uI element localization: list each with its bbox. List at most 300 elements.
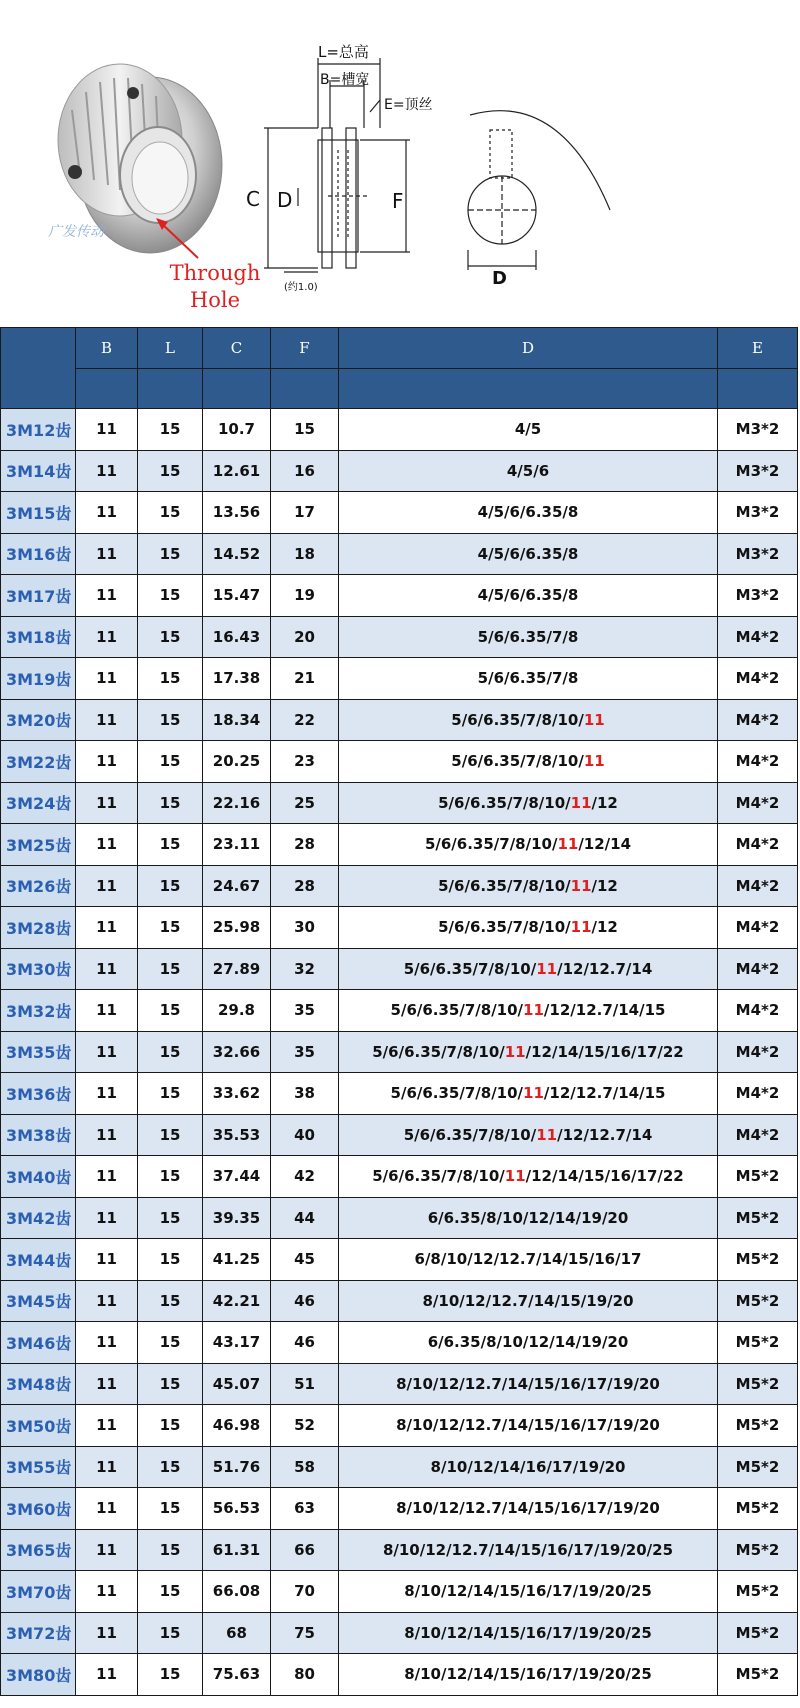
cell-model: 3M20齿 [1,699,76,741]
cell-e: M4*2 [718,1073,798,1115]
bore-highlight: 11 [557,835,579,854]
bore-segment: 8/10/12/12.7/14/15/16/17/19/20/25 [382,1540,674,1559]
cell-d [339,1446,718,1488]
header-D: D [339,328,718,369]
cell-b: 11 [76,1114,138,1156]
cell-model: 3M24齿 [1,782,76,824]
cell-l: 15 [138,575,203,617]
cell-c: 20.25 [203,741,271,783]
cell-model: 3M22齿 [1,741,76,783]
table-row [1,1446,798,1488]
label-C: C [246,187,260,211]
cell-l: 15 [138,1446,203,1488]
bore-segment: 5/6/6.35/7/8/10/ [451,710,584,729]
cell-b: 11 [76,616,138,658]
cell-e: M5*2 [718,1197,798,1239]
cell-f: 44 [271,1197,339,1239]
cell-f: 58 [271,1446,339,1488]
cell-b: 11 [76,533,138,575]
table-row [1,1612,798,1654]
cell-d [339,616,718,658]
cell-b: 11 [76,1488,138,1530]
cell-f: 18 [271,533,339,575]
cell-e: M4*2 [718,1114,798,1156]
cell-c: 12.61 [203,450,271,492]
cell-model: 3M26齿 [1,865,76,907]
cell-f: 51 [271,1363,339,1405]
bore-highlight: 11 [583,710,605,729]
bore-segment: /12/12.7/14/15 [543,1001,666,1020]
table-row [1,782,798,824]
bore-segment: /12/14 [578,835,632,854]
bore-segment: 4/5/6 [506,461,550,480]
cell-model: 3M44齿 [1,1239,76,1281]
bore-segment: 5/6/6.35/7/8 [477,669,579,688]
label-F: F [392,189,404,213]
cell-b: 11 [76,1197,138,1239]
cell-d [339,741,718,783]
cell-f: 23 [271,741,339,783]
cell-c: 46.98 [203,1405,271,1447]
cell-l: 15 [138,948,203,990]
cell-b: 11 [76,907,138,949]
cell-d [339,1529,718,1571]
bore-segment: 5/6/6.35/7/8/10/ [424,835,558,854]
cell-e: M4*2 [718,782,798,824]
cell-d [339,824,718,866]
table-row [1,699,798,741]
cell-b: 11 [76,1405,138,1447]
cell-d [339,1156,718,1198]
cell-c: 45.07 [203,1363,271,1405]
cell-e: M5*2 [718,1446,798,1488]
cell-b: 11 [76,1156,138,1198]
cell-f: 16 [271,450,339,492]
table-row [1,1073,798,1115]
cell-d [339,1322,718,1364]
bore-segment: /12 [591,918,618,937]
cell-l: 15 [138,741,203,783]
header-row [1,328,798,369]
cell-model: 3M36齿 [1,1073,76,1115]
cell-l: 15 [138,450,203,492]
bore-segment: 8/10/12/12.7/14/15/16/17/19/20 [396,1374,660,1393]
cell-b: 11 [76,450,138,492]
cell-f: 20 [271,616,339,658]
cell-c: 22.16 [203,782,271,824]
cell-model: 3M46齿 [1,1322,76,1364]
cell-b: 11 [76,990,138,1032]
bore-highlight: 11 [504,1042,526,1061]
cell-model: 3M30齿 [1,948,76,990]
cell-d [339,575,718,617]
table-row [1,1239,798,1281]
table-row [1,741,798,783]
header-sub-cell [138,369,203,409]
spec-table-container [0,327,800,1708]
cell-e: M4*2 [718,741,798,783]
cell-f: 25 [271,782,339,824]
cell-d [339,1571,718,1613]
bore-segment: 5/6/6.35/7/8/10/ [390,1084,524,1103]
cell-f: 28 [271,865,339,907]
cell-c: 15.47 [203,575,271,617]
bore-segment: 5/6/6.35/7/8/10/ [372,1042,505,1061]
header-sub-cell [76,369,138,409]
cell-c: 56.53 [203,1488,271,1530]
table-row [1,1114,798,1156]
table-row [1,1654,798,1696]
bore-segment: 8/10/12/12.7/14/15/19/20 [422,1291,634,1310]
cell-l: 15 [138,824,203,866]
cell-b: 11 [76,1654,138,1696]
through-hole-caption [160,260,270,314]
cell-l: 15 [138,699,203,741]
cell-b: 11 [76,948,138,990]
header-sub-cell [718,369,798,409]
table-row [1,1488,798,1530]
cell-c: 23.11 [203,824,271,866]
cell-model: 3M15齿 [1,492,76,534]
table-row [1,824,798,866]
cell-b: 11 [76,1073,138,1115]
table-row [1,575,798,617]
cell-l: 15 [138,1529,203,1571]
cell-b: 11 [76,1280,138,1322]
cell-d [339,1612,718,1654]
cell-model: 3M60齿 [1,1488,76,1530]
cell-b: 11 [76,1239,138,1281]
table-row [1,907,798,949]
cell-c: 16.43 [203,616,271,658]
cell-l: 15 [138,1073,203,1115]
cell-e: M4*2 [718,948,798,990]
table-row [1,1322,798,1364]
label-L: L=总高 [318,43,369,61]
cell-e: M4*2 [718,990,798,1032]
cell-c: 32.66 [203,1031,271,1073]
cell-c: 24.67 [203,865,271,907]
cell-f: 46 [271,1322,339,1364]
bore-segment: 5/6/6.35/7/8/10/ [390,1001,524,1020]
cell-c: 43.17 [203,1322,271,1364]
cell-l: 15 [138,1156,203,1198]
cell-l: 15 [138,1654,203,1696]
cell-model: 3M14齿 [1,450,76,492]
cell-d [339,1405,718,1447]
bore-highlight: 11 [523,1001,544,1020]
bore-highlight: 11 [504,1167,526,1186]
cell-f: 66 [271,1529,339,1571]
cell-f: 32 [271,948,339,990]
cell-f: 30 [271,907,339,949]
cell-d [339,1654,718,1696]
cell-e: M5*2 [718,1488,798,1530]
cell-d [339,450,718,492]
cell-c: 13.56 [203,492,271,534]
header-sub-cell [339,369,718,409]
cell-d [339,1488,718,1530]
cell-l: 15 [138,1488,203,1530]
cell-e: M5*2 [718,1654,798,1696]
cell-c: 39.35 [203,1197,271,1239]
cell-l: 15 [138,492,203,534]
cell-e: M3*2 [718,492,798,534]
cell-d [339,990,718,1032]
bore-segment: 5/6/6.35/7/8/10/ [403,959,537,978]
cell-l: 15 [138,907,203,949]
table-row [1,450,798,492]
cell-b: 11 [76,409,138,451]
cell-c: 66.08 [203,1571,271,1613]
cell-f: 80 [271,1654,339,1696]
cell-l: 15 [138,990,203,1032]
cell-e: M4*2 [718,1031,798,1073]
cell-model: 3M32齿 [1,990,76,1032]
cell-f: 70 [271,1571,339,1613]
bore-segment: /12/14/15/16/17/22 [525,1042,684,1061]
cell-model: 3M38齿 [1,1114,76,1156]
caption-line-1: Through [169,261,261,285]
cell-model: 3M65齿 [1,1529,76,1571]
cell-model: 3M19齿 [1,658,76,700]
spec-table-body [1,409,798,1696]
cell-b: 11 [76,1446,138,1488]
cell-d [339,1239,718,1281]
cell-e: M3*2 [718,450,798,492]
table-row [1,533,798,575]
cell-b: 11 [76,782,138,824]
spec-table [0,327,798,1696]
cell-e: M5*2 [718,1363,798,1405]
cell-e: M4*2 [718,907,798,949]
cell-e: M5*2 [718,1612,798,1654]
cell-model: 3M55齿 [1,1446,76,1488]
cell-model: 3M50齿 [1,1405,76,1447]
cell-c: 18.34 [203,699,271,741]
cell-f: 46 [271,1280,339,1322]
cell-l: 15 [138,1571,203,1613]
bore-segment: 8/10/12/14/15/16/17/19/20/25 [404,1582,652,1601]
table-row [1,1571,798,1613]
cell-model: 3M70齿 [1,1571,76,1613]
cell-model: 3M12齿 [1,409,76,451]
cell-model: 3M28齿 [1,907,76,949]
cell-f: 19 [271,575,339,617]
cell-c: 51.76 [203,1446,271,1488]
cell-b: 11 [76,699,138,741]
table-row [1,409,798,451]
header-E: E [718,328,798,369]
table-row [1,948,798,990]
watermark-logo: 广发传动 [48,224,104,240]
cell-l: 15 [138,1031,203,1073]
cell-e: M4*2 [718,865,798,907]
bore-highlight: 11 [523,1084,544,1103]
table-row [1,616,798,658]
bore-segment: 8/10/12/14/15/16/17/19/20/25 [404,1665,652,1684]
header-model [1,328,76,409]
bore-segment: /12 [591,876,618,895]
cell-model: 3M48齿 [1,1363,76,1405]
cell-b: 11 [76,658,138,700]
cell-d [339,1031,718,1073]
cell-f: 21 [271,658,339,700]
cell-f: 35 [271,990,339,1032]
bore-segment: 5/6/6.35/7/8 [477,627,579,646]
header-F: F [271,328,339,369]
cell-e: M5*2 [718,1322,798,1364]
cell-b: 11 [76,1322,138,1364]
cell-d [339,492,718,534]
cell-e: M5*2 [718,1405,798,1447]
bore-segment: 8/10/12/12.7/14/15/16/17/19/20 [396,1499,660,1518]
cell-b: 11 [76,575,138,617]
cell-l: 15 [138,1363,203,1405]
cell-f: 17 [271,492,339,534]
cell-e: M5*2 [718,1239,798,1281]
cell-f: 42 [271,1156,339,1198]
bore-segment: 8/10/12/12.7/14/15/16/17/19/20 [396,1416,660,1435]
label-B: B=槽宽 [320,72,370,88]
cell-f: 40 [271,1114,339,1156]
cell-f: 28 [271,824,339,866]
cell-b: 11 [76,1363,138,1405]
cell-b: 11 [76,865,138,907]
cell-f: 38 [271,1073,339,1115]
cell-c: 33.62 [203,1073,271,1115]
cell-l: 15 [138,1612,203,1654]
bore-highlight: 11 [536,959,558,978]
table-row [1,658,798,700]
cell-model: 3M42齿 [1,1197,76,1239]
table-row [1,865,798,907]
header-C: C [203,328,271,369]
label-D-side: D [277,188,293,212]
cell-model: 3M17齿 [1,575,76,617]
cell-l: 15 [138,658,203,700]
bore-segment: /12/12.7/14 [557,959,653,978]
cell-b: 11 [76,741,138,783]
cell-d [339,1114,718,1156]
header-sub-cell [271,369,339,409]
header-L: L [138,328,203,369]
table-row [1,1031,798,1073]
cell-b: 11 [76,1612,138,1654]
caption-line-2: Hole [189,288,241,312]
cell-c: 17.38 [203,658,271,700]
bore-segment: 4/5/6/6.35/8 [477,544,579,563]
header-row-sub [1,369,798,409]
bore-segment: 5/6/6.35/7/8/10/ [438,876,571,895]
cell-e: M3*2 [718,409,798,451]
pulley-drawings [0,0,800,325]
bore-segment: /12 [591,793,618,812]
table-row [1,1363,798,1405]
cell-e: M5*2 [718,1280,798,1322]
cell-l: 15 [138,865,203,907]
cell-f: 75 [271,1612,339,1654]
cell-b: 11 [76,824,138,866]
cell-b: 11 [76,492,138,534]
cell-d [339,409,718,451]
cell-e: M3*2 [718,575,798,617]
cell-model: 3M16齿 [1,533,76,575]
bore-segment: /12/12.7/14/15 [543,1084,666,1103]
cell-d [339,865,718,907]
cell-c: 41.25 [203,1239,271,1281]
cell-e: M5*2 [718,1529,798,1571]
cell-model: 3M40齿 [1,1156,76,1198]
cell-l: 15 [138,1322,203,1364]
cell-c: 75.63 [203,1654,271,1696]
cell-f: 63 [271,1488,339,1530]
cell-c: 27.89 [203,948,271,990]
cell-c: 35.53 [203,1114,271,1156]
cell-l: 15 [138,533,203,575]
bore-segment: 6/8/10/12/12.7/14/15/16/17 [414,1250,642,1269]
cell-d [339,782,718,824]
table-row [1,1405,798,1447]
cell-model: 3M25齿 [1,824,76,866]
bore-segment: 5/6/6.35/7/8/10/ [438,793,571,812]
cell-d [339,1280,718,1322]
cell-c: 10.7 [203,409,271,451]
cell-c: 29.8 [203,990,271,1032]
cell-c: 14.52 [203,533,271,575]
cell-f: 52 [271,1405,339,1447]
cell-d [339,948,718,990]
table-row [1,492,798,534]
cell-b: 11 [76,1529,138,1571]
cell-e: M4*2 [718,616,798,658]
label-E: E=顶丝 [384,97,433,113]
cell-c: 37.44 [203,1156,271,1198]
cell-c: 42.21 [203,1280,271,1322]
cell-c: 68 [203,1612,271,1654]
bore-segment: 4/5 [514,420,542,439]
cell-l: 15 [138,616,203,658]
cell-l: 15 [138,1239,203,1281]
header-sub-cell [203,369,271,409]
bore-segment: 5/6/6.35/7/8/10/ [372,1167,505,1186]
label-approx: (约1.0) [284,282,318,293]
cell-b: 11 [76,1571,138,1613]
cell-model: 3M80齿 [1,1654,76,1696]
bore-segment: /12/14/15/16/17/22 [525,1167,684,1186]
cell-e: M4*2 [718,699,798,741]
cell-l: 15 [138,1114,203,1156]
cell-l: 15 [138,409,203,451]
table-row [1,1529,798,1571]
cell-e: M3*2 [718,533,798,575]
cell-l: 15 [138,1197,203,1239]
cell-model: 3M18齿 [1,616,76,658]
cell-d [339,1363,718,1405]
table-row [1,990,798,1032]
bore-highlight: 11 [570,876,592,895]
table-row [1,1197,798,1239]
bore-segment: 8/10/12/14/15/16/17/19/20/25 [404,1623,652,1642]
label-D-end: D [492,268,507,289]
cell-d [339,1073,718,1115]
end-view-drawing [468,111,610,270]
bore-segment: 8/10/12/14/16/17/19/20 [430,1457,626,1476]
cell-f: 35 [271,1031,339,1073]
cell-d [339,907,718,949]
bore-highlight: 11 [583,752,605,771]
cell-l: 15 [138,782,203,824]
